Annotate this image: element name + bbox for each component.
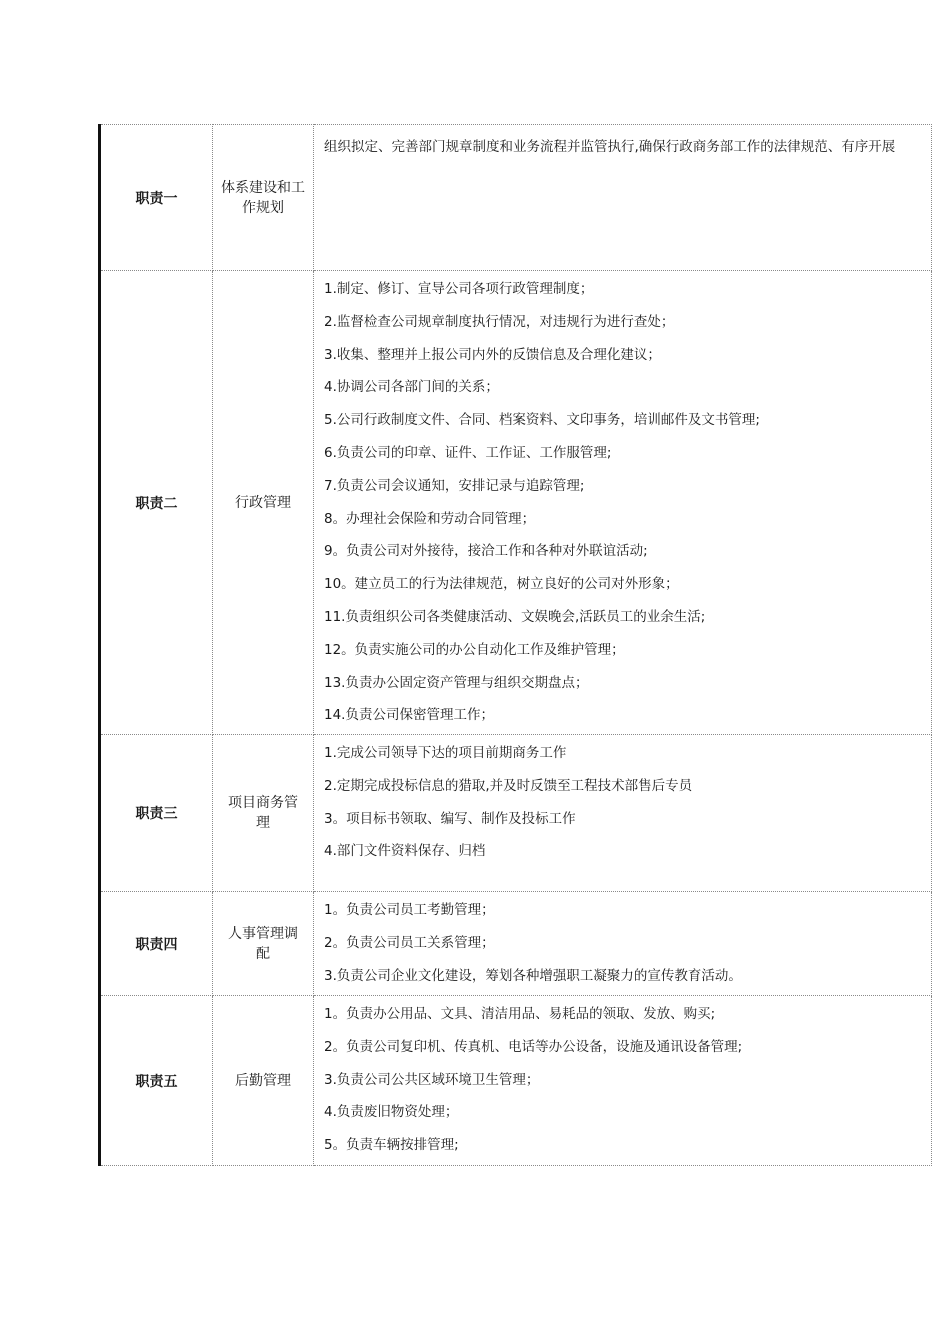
- duty-description: [314, 996, 932, 1166]
- duty-area-text: 人事管理调配: [228, 925, 298, 962]
- duty-description: [314, 125, 932, 271]
- duty-label: 职责四: [100, 892, 213, 996]
- duty-item: 14.负责公司保密管理工作；: [324, 707, 494, 724]
- duty-item: 1。负责公司员工考勤管理；: [324, 902, 495, 918]
- duty-item: 1.制定、修订、宣导公司各项行政管理制度；: [324, 281, 594, 297]
- duty-description: [314, 271, 932, 735]
- duty-row-4: [100, 892, 932, 996]
- duty-label: 职责一: [100, 125, 213, 271]
- duty-item: 4.协调公司各部门间的关系；: [324, 379, 499, 396]
- duty-area: [213, 735, 314, 892]
- duty-item: 5.公司行政制度文件、合同、档案资料、文印事务，培训邮件及文书管理;: [324, 412, 760, 429]
- duty-table: [98, 124, 932, 1166]
- duty-item: 3.负责公司企业文化建设，筹划各种增强职工凝聚力的宣传教育活动。: [324, 967, 742, 984]
- duty-label: 职责二: [100, 271, 213, 735]
- duty-description: [314, 892, 932, 996]
- duty-item: 2。负责公司复印机、传真机、电话等办公设备，设施及通讯设备管理;: [324, 1038, 743, 1055]
- duty-area: [213, 892, 314, 996]
- duty-item: 4.负责废旧物资处理；: [324, 1104, 459, 1121]
- duty-label: 职责五: [100, 996, 213, 1166]
- duty-item: 9。负责公司对外接待，接洽工作和各种对外联谊活动;: [324, 543, 648, 560]
- duty-area: 行政管理: [213, 271, 314, 735]
- duty-area-text: 项目商务管理: [228, 795, 298, 831]
- duty-item: 6.负责公司的印章、证件、工作证、工作服管理;: [324, 444, 612, 461]
- duty-item: 5。负责车辆按排管理;: [324, 1137, 459, 1154]
- duty-item: 2。负责公司员工关系管理；: [324, 934, 495, 951]
- duty-item: 1。负责办公用品、文具、清洁用品、易耗品的领取、发放、购买;: [324, 1006, 716, 1022]
- duty-item: 8。办理社会保险和劳动合同管理；: [324, 510, 536, 527]
- duty-item: 3.负责公司公共区域环境卫生管理；: [324, 1071, 540, 1088]
- duty-item: 组织拟定、完善部门规章制度和业务流程并监管执行,确保行政商务部工作的法律规范、有序开展: [324, 139, 896, 155]
- duty-item: 11.负责组织公司各类健康活动、文娱晚会,活跃员工的业余生活;: [324, 608, 706, 625]
- duty-area: [213, 125, 314, 271]
- duty-row-5: [100, 996, 932, 1166]
- duty-item: 2.定期完成投标信息的猎取,并及时反馈至工程技术部售后专员: [324, 777, 693, 794]
- duty-row-1: [100, 125, 932, 271]
- duty-item: 3。项目标书领取、编写、制作及投标工作: [324, 810, 576, 827]
- duty-item: 1.完成公司领导下达的项目前期商务工作: [324, 745, 567, 761]
- duty-area-text: 体系建设和工作规划: [221, 179, 305, 216]
- duty-item: 3.收集、整理并上报公司内外的反馈信息及合理化建议；: [324, 346, 661, 363]
- duty-row-3: [100, 735, 932, 892]
- duty-item: 10。建立员工的行为法律规范，树立良好的公司对外形象；: [324, 576, 679, 593]
- duty-description: [314, 735, 932, 892]
- duty-row-2: [100, 271, 932, 735]
- duty-area: 后勤管理: [213, 996, 314, 1166]
- duty-item: 13.负责办公固定资产管理与组织交期盘点；: [324, 674, 589, 691]
- duty-item: 7.负责公司会议通知，安排记录与追踪管理;: [324, 477, 585, 494]
- duty-item: 4.部门文件资料保存、归档: [324, 843, 486, 860]
- duty-item: 12。负责实施公司的办公自动化工作及维护管理；: [324, 641, 625, 658]
- duty-label: 职责三: [100, 735, 213, 892]
- duty-item: 2.监督检查公司规章制度执行情况，对违规行为进行查处；: [324, 313, 675, 330]
